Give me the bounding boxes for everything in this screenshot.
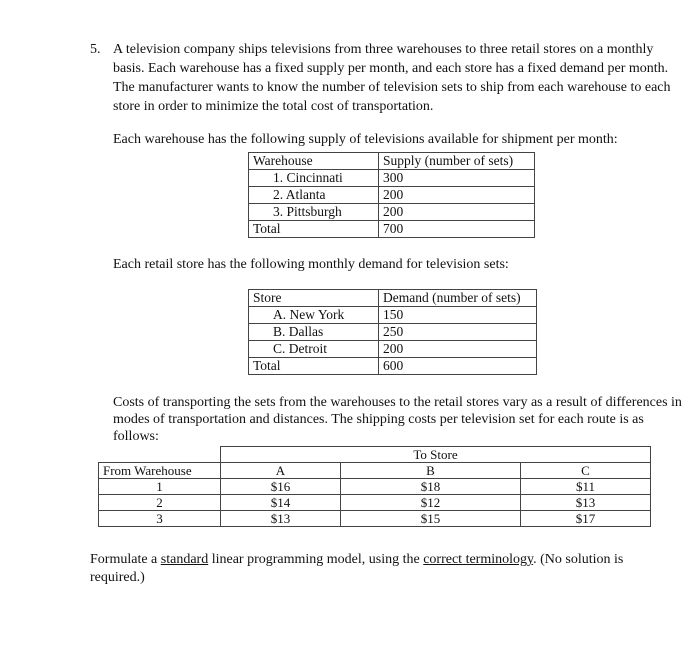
warehouse-cell: 1. Cincinnati bbox=[249, 170, 379, 187]
header-cell: Supply (number of sets) bbox=[379, 153, 535, 170]
table-row bbox=[249, 204, 535, 221]
demand-intro: Each retail store has the following monthly demand for television sets: bbox=[113, 257, 509, 272]
formulate-instruction: Formulate a standard linear programming model, using the correct terminology. (No solution is required.) bbox=[90, 552, 624, 585]
cost-cell: $16 bbox=[221, 479, 341, 495]
header-cell: Store bbox=[249, 290, 379, 307]
supply-cell: 200 bbox=[379, 204, 535, 221]
table-row bbox=[249, 341, 537, 358]
table-total-row bbox=[249, 358, 537, 375]
table-header-row bbox=[249, 153, 535, 170]
warehouse-cell: 3. Pittsburgh bbox=[249, 204, 379, 221]
table-row bbox=[249, 324, 537, 341]
cost-cell: $15 bbox=[341, 511, 521, 527]
cost-cell: $17 bbox=[521, 511, 651, 527]
to-store-header: To Store bbox=[221, 447, 651, 463]
cost-intro: Costs of transporting the sets from the warehouses to the retail stores vary as a result of differences in modes of transportation and distances. The shipping costs per television set for each route is as follows: bbox=[113, 395, 682, 444]
cost-cell: $14 bbox=[221, 495, 341, 511]
demand-table bbox=[248, 289, 537, 375]
cost-cell: $13 bbox=[221, 511, 341, 527]
warehouse-cell: 2. Atlanta bbox=[249, 187, 379, 204]
table-row bbox=[249, 170, 535, 187]
table-header-row bbox=[99, 463, 651, 479]
demand-cell: 150 bbox=[379, 307, 537, 324]
table-row bbox=[99, 495, 651, 511]
store-cell: B. Dallas bbox=[249, 324, 379, 341]
supply-cell: 200 bbox=[379, 187, 535, 204]
store-column-header: B bbox=[341, 463, 521, 479]
total-label: Total bbox=[249, 358, 379, 375]
supply-table bbox=[248, 152, 535, 238]
header-cell: Warehouse bbox=[249, 153, 379, 170]
table-header-row bbox=[249, 290, 537, 307]
supply-intro: Each warehouse has the following supply of televisions available for shipment per month: bbox=[113, 132, 618, 147]
demand-cell: 250 bbox=[379, 324, 537, 341]
store-cell: A. New York bbox=[249, 307, 379, 324]
table-group-header-row bbox=[99, 447, 651, 463]
store-column-header: C bbox=[521, 463, 651, 479]
table-row bbox=[99, 479, 651, 495]
table-row bbox=[99, 511, 651, 527]
header-cell: Demand (number of sets) bbox=[379, 290, 537, 307]
underlined-standard: standard bbox=[160, 552, 209, 567]
cost-cell: $12 bbox=[341, 495, 521, 511]
supply-cell: 300 bbox=[379, 170, 535, 187]
table-total-row bbox=[249, 221, 535, 238]
question-number: 5. bbox=[90, 42, 101, 57]
total-label: Total bbox=[249, 221, 379, 238]
from-warehouse-header: From Warehouse bbox=[99, 463, 221, 479]
cost-cell: $13 bbox=[521, 495, 651, 511]
warehouse-cell: 2 bbox=[99, 495, 221, 511]
table-row bbox=[249, 187, 535, 204]
store-column-header: A bbox=[221, 463, 341, 479]
total-value: 600 bbox=[379, 358, 537, 375]
demand-cell: 200 bbox=[379, 341, 537, 358]
warehouse-cell: 3 bbox=[99, 511, 221, 527]
underlined-terminology: correct terminology bbox=[423, 552, 534, 567]
table-row bbox=[249, 307, 537, 324]
cost-cell: $18 bbox=[341, 479, 521, 495]
cost-table bbox=[98, 446, 651, 527]
warehouse-cell: 1 bbox=[99, 479, 221, 495]
total-value: 700 bbox=[379, 221, 535, 238]
cost-cell: $11 bbox=[521, 479, 651, 495]
store-cell: C. Detroit bbox=[249, 341, 379, 358]
problem-intro: A television company ships televisions from three warehouses to three retail stores on a monthly basis. Each warehouse has a fixed supply per month, and each store has a fixed demand per month. The manufacturer wants to know the number of television sets to ship from each warehouse to each store in order to minimize the total cost of transportation. bbox=[113, 42, 671, 114]
